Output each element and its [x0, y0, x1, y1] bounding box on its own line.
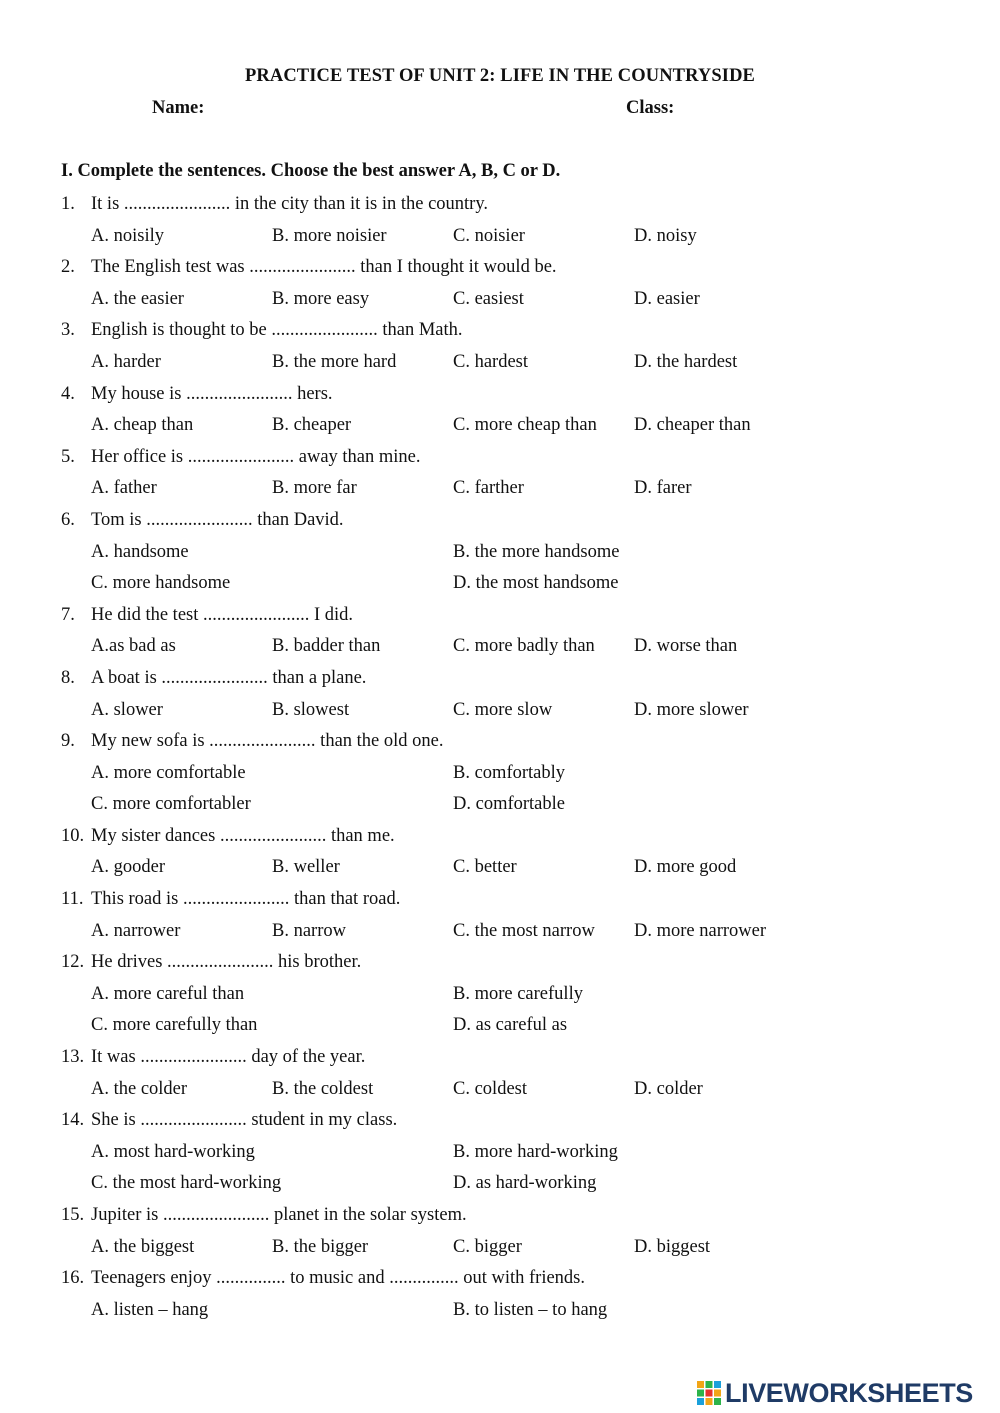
answer-option-b[interactable]: B. slowest — [272, 699, 350, 720]
liveworksheets-logo — [696, 1376, 996, 1410]
answer-option-c[interactable]: C. more slow — [453, 699, 553, 720]
question-text: English is thought to be ....................... than Math. — [91, 320, 463, 341]
answer-option-d[interactable]: D. more slower — [634, 699, 749, 720]
answer-option-b[interactable]: B. cheaper — [272, 415, 352, 436]
question-4 — [0, 382, 1000, 445]
answer-options-row — [0, 1298, 1000, 1330]
answer-option-b[interactable]: B. more far — [272, 478, 357, 499]
question-text: My new sofa is ....................... than the old one. — [91, 731, 444, 752]
answer-option-d[interactable]: D. as careful as — [453, 1015, 568, 1036]
question-11 — [0, 887, 1000, 950]
question-stem — [0, 1045, 1000, 1077]
question-text: She is ....................... student in my class. — [91, 1110, 398, 1131]
question-number: 9. — [61, 731, 75, 752]
answer-option-a[interactable]: A. slower — [91, 699, 163, 720]
question-number: 5. — [61, 446, 75, 467]
answer-options-row — [0, 634, 1000, 666]
question-text: He drives ....................... his brother. — [91, 952, 362, 973]
question-text: Jupiter is ....................... planet in the solar system. — [91, 1205, 467, 1225]
question-5 — [0, 445, 1000, 508]
question-number: 8. — [61, 667, 75, 688]
answer-option-b[interactable]: B. more noisier — [272, 225, 387, 246]
answer-options-row — [0, 1140, 1000, 1172]
question-stem — [0, 1266, 1000, 1298]
answer-option-b[interactable]: B. more carefully — [453, 983, 583, 1004]
question-stem — [0, 1203, 1000, 1235]
answer-option-c[interactable]: C. more comfortabler — [91, 794, 251, 815]
answer-option-b[interactable]: B. to listen – to hang — [453, 1299, 608, 1320]
liveworksheets-logo-icon — [696, 1380, 722, 1406]
answer-option-b[interactable]: B. comfortably — [453, 762, 566, 783]
answer-option-b[interactable]: B. badder than — [272, 636, 381, 657]
answer-options-row — [0, 1171, 1000, 1203]
answer-option-b[interactable]: B. weller — [272, 857, 340, 878]
answer-option-c[interactable]: C. better — [453, 857, 517, 878]
answer-option-d[interactable]: D. farer — [634, 478, 692, 499]
answer-option-a[interactable]: A. noisily — [91, 225, 164, 246]
answer-option-b[interactable]: B. the coldest — [272, 1078, 374, 1099]
answer-options-row — [0, 571, 1000, 603]
question-stem — [0, 255, 1000, 287]
question-number: 14. — [61, 1110, 85, 1131]
answer-option-c[interactable]: C. more carefully than — [91, 1015, 258, 1036]
answer-option-c[interactable]: C. bigger — [453, 1236, 522, 1257]
answer-options-row — [0, 1013, 1000, 1045]
question-stem — [0, 382, 1000, 414]
question-text: Teenagers enjoy ............... to music and ............... out with friends. — [91, 1268, 586, 1289]
question-6 — [0, 508, 1000, 603]
answer-options-row — [0, 540, 1000, 572]
question-number: 7. — [61, 604, 75, 625]
question-stem — [0, 887, 1000, 919]
question-number: 2. — [61, 257, 75, 278]
answer-option-a[interactable]: A. the biggest — [91, 1236, 195, 1257]
worksheet-title: PRACTICE TEST OF UNIT 2: LIFE IN THE COUNTRYSIDE — [245, 66, 755, 86]
question-text: Tom is ....................... than David. — [91, 509, 344, 530]
question-number: 1. — [61, 194, 75, 214]
answer-option-b[interactable]: B. more hard-working — [453, 1141, 618, 1162]
question-16 — [0, 1266, 1000, 1329]
question-stem — [0, 1108, 1000, 1140]
answer-options-row — [0, 224, 1000, 256]
answer-option-a[interactable]: A.as bad as — [91, 636, 176, 657]
answer-options-row — [0, 413, 1000, 445]
answer-options-row — [0, 698, 1000, 730]
question-stem — [0, 445, 1000, 477]
answer-options-row — [0, 982, 1000, 1014]
answer-option-d[interactable]: D. colder — [634, 1078, 703, 1099]
answer-options-row — [0, 476, 1000, 508]
answer-option-c[interactable]: C. coldest — [453, 1078, 527, 1099]
question-stem — [0, 318, 1000, 350]
answer-option-b[interactable]: B. more easy — [272, 288, 370, 309]
question-text: He did the test ....................... I did. — [91, 604, 354, 625]
question-text: The English test was ....................... than I thought it would be. — [91, 257, 557, 278]
question-stem — [0, 824, 1000, 856]
answer-option-b[interactable]: B. narrow — [272, 920, 346, 941]
answer-option-c[interactable]: C. more handsome — [91, 573, 231, 594]
question-8 — [0, 666, 1000, 729]
answer-option-a[interactable]: A. handsome — [91, 541, 189, 562]
answer-option-c[interactable]: C. noisier — [453, 225, 525, 246]
answer-option-c[interactable]: C. hardest — [453, 351, 529, 372]
liveworksheets-logo-text: LIVEWORKSHEETS — [725, 1377, 973, 1408]
question-9 — [0, 729, 1000, 824]
answer-option-a[interactable]: A. cheap than — [91, 415, 194, 436]
answer-options-row — [0, 350, 1000, 382]
answer-options-row — [0, 1235, 1000, 1267]
question-1 — [0, 192, 1000, 255]
question-number: 4. — [61, 383, 75, 404]
question-stem — [0, 192, 1000, 224]
question-text: My sister dances ....................... than me. — [91, 825, 395, 846]
question-list — [0, 192, 1000, 1329]
answer-option-c[interactable]: C. farther — [453, 478, 524, 499]
question-12 — [0, 950, 1000, 1045]
answer-option-d[interactable]: D. comfortable — [453, 794, 565, 815]
answer-option-c[interactable]: C. easiest — [453, 288, 524, 309]
section-heading: I. Complete the sentences. Choose the best answer A, B, C or D. — [61, 161, 561, 181]
answer-option-d[interactable]: D. worse than — [634, 636, 738, 657]
question-number: 13. — [61, 1047, 85, 1068]
question-stem — [0, 603, 1000, 635]
question-10 — [0, 824, 1000, 887]
answer-option-a[interactable]: A. gooder — [91, 857, 165, 878]
answer-option-d[interactable]: D. easier — [634, 288, 700, 309]
question-stem — [0, 729, 1000, 761]
answer-option-a[interactable]: A. the colder — [91, 1078, 188, 1099]
question-stem — [0, 950, 1000, 982]
question-number: 6. — [61, 509, 75, 530]
question-text: A boat is ....................... than a plane. — [91, 667, 367, 688]
question-number: 3. — [61, 320, 75, 341]
question-text: It is ....................... in the city than it is in the country. — [91, 194, 489, 214]
question-text: Her office is ....................... away than mine. — [91, 446, 421, 467]
class-label: Class: — [626, 98, 675, 118]
answer-option-d[interactable]: D. more narrower — [634, 920, 767, 941]
answer-option-d[interactable]: D. noisy — [634, 225, 697, 246]
answer-option-c[interactable]: C. more badly than — [453, 636, 595, 657]
answer-option-a[interactable]: A. more careful than — [91, 983, 245, 1004]
question-3 — [0, 318, 1000, 381]
question-13 — [0, 1045, 1000, 1108]
answer-option-a[interactable]: A. narrower — [91, 920, 181, 941]
question-text: This road is ....................... than that road. — [91, 889, 401, 910]
answer-option-a[interactable]: A. listen – hang — [91, 1299, 209, 1320]
question-number: 15. — [61, 1205, 85, 1225]
answer-option-a[interactable]: A. more comfortable — [91, 762, 246, 783]
question-stem — [0, 508, 1000, 540]
question-number: 11. — [61, 889, 84, 910]
question-number: 10. — [61, 825, 85, 846]
answer-options-row — [0, 287, 1000, 319]
answer-option-d[interactable]: D. more good — [634, 857, 737, 878]
answer-option-a[interactable]: A. harder — [91, 351, 161, 372]
question-number: 12. — [61, 952, 85, 973]
answer-option-c[interactable]: C. the most hard-working — [91, 1173, 282, 1194]
answer-option-d[interactable]: D. the most handsome — [453, 573, 619, 594]
question-stem — [0, 666, 1000, 698]
answer-options-row — [0, 761, 1000, 793]
answer-option-a[interactable]: A. father — [91, 478, 157, 499]
answer-options-row — [0, 1077, 1000, 1109]
question-2 — [0, 255, 1000, 318]
answer-option-a[interactable]: A. most hard-working — [91, 1141, 255, 1162]
answer-option-b[interactable]: B. the more handsome — [453, 541, 620, 562]
question-number: 16. — [61, 1268, 85, 1289]
answer-option-c[interactable]: C. more cheap than — [453, 415, 597, 436]
question-text: My house is ....................... hers. — [91, 383, 333, 404]
question-15 — [0, 1203, 1000, 1266]
answer-option-d[interactable]: D. as hard-working — [453, 1173, 597, 1194]
answer-option-a[interactable]: A. the easier — [91, 288, 184, 309]
answer-options-row — [0, 855, 1000, 887]
answer-option-c[interactable]: C. the most narrow — [453, 920, 595, 941]
answer-option-d[interactable]: D. cheaper than — [634, 415, 751, 436]
answer-option-b[interactable]: B. the more hard — [272, 351, 397, 372]
question-14 — [0, 1108, 1000, 1203]
answer-options-row — [0, 919, 1000, 951]
question-text: It was ....................... day of the year. — [91, 1047, 366, 1068]
answer-options-row — [0, 792, 1000, 824]
name-label: Name: — [152, 98, 205, 118]
answer-option-d[interactable]: D. biggest — [634, 1236, 711, 1257]
answer-option-d[interactable]: D. the hardest — [634, 351, 738, 372]
question-7 — [0, 603, 1000, 666]
answer-option-b[interactable]: B. the bigger — [272, 1236, 369, 1257]
